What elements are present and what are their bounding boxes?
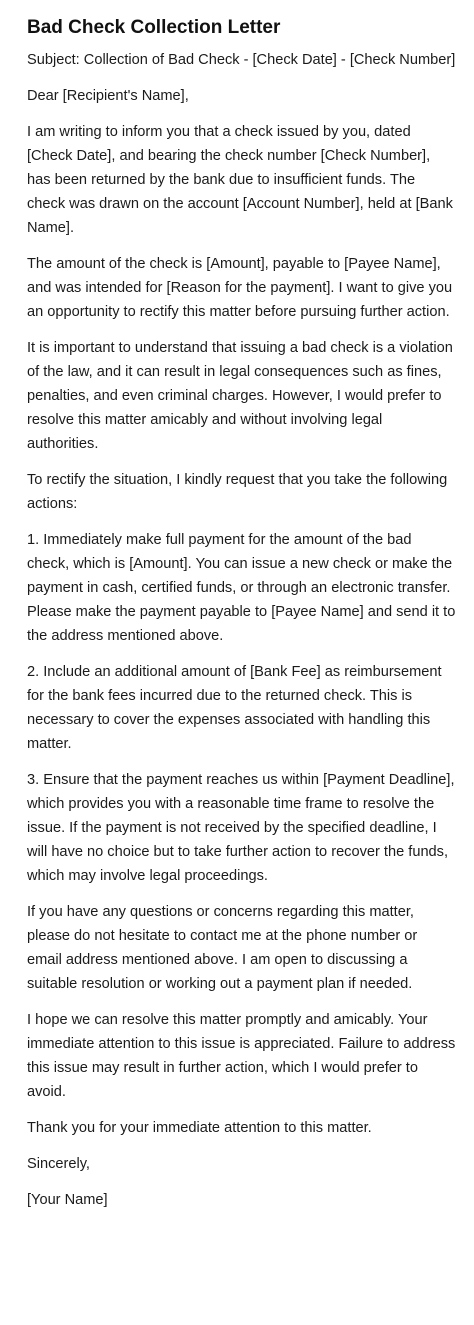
letter-paragraph-amount: The amount of the check is [Amount], payable to [Payee Name], and was intended for [Reason for the payment]. I want to give you an opportunity to rectify this matter before pursuing further action. <box>27 256 453 320</box>
letter-action-2: 2. Include an additional amount of [Bank Fee] as reimbursement for the bank fees incurred due to the returned check. This is necessary to cover the expenses associated with handling this matter. <box>27 664 442 752</box>
letter-subject: Subject: Collection of Bad Check - [Check Date] - [Check Number] <box>27 52 456 68</box>
letter-title: Bad Check Collection Letter <box>27 17 281 38</box>
letter-paragraph-contact: If you have any questions or concerns regarding this matter, please do not hesitate to contact me at the phone number or email address mentioned above. I am open to discussing a suitable resolution or working out a payment plan if needed. <box>27 904 418 992</box>
letter-action-1: 1. Immediately make full payment for the amount of the bad check, which is [Amount]. You can issue a new check or make the payment in cash, certified funds, or through an electronic transfer. Please make the payment payable to [Payee Name] and send it to the address mentioned above. <box>27 532 456 644</box>
letter-closing: Sincerely, <box>27 1156 90 1172</box>
letter-paragraph-request: To rectify the situation, I kindly request that you take the following actions: <box>27 472 448 512</box>
letter-paragraph-resolution: I hope we can resolve this matter promptly and amicably. Your immediate attention to this issue is appreciated. Failure to address this issue may result in further action, which I would prefer to avoid. <box>27 1012 456 1100</box>
letter-action-3: 3. Ensure that the payment reaches us within [Payment Deadline], which provides you with a reasonable time frame to resolve the issue. If the payment is not received by the specified deadline, I will have no choice but to take further action to recover the funds, which may involve legal proceedings. <box>27 772 455 884</box>
letter-salutation: Dear [Recipient's Name], <box>27 88 189 104</box>
letter-paragraph-legal: It is important to understand that issuing a bad check is a violation of the law, and it can result in legal consequences such as fines, penalties, and even criminal charges. However, I would prefer to resolve this matter amicably and without involving legal authorities. <box>27 340 453 452</box>
letter-signature: [Your Name] <box>27 1192 108 1208</box>
letter-paragraph-thanks: Thank you for your immediate attention to this matter. <box>27 1120 372 1136</box>
letter-paragraph-notice: I am writing to inform you that a check issued by you, dated [Check Date], and bearing the check number [Check Number], has been returned by the bank due to insufficient funds. The check was drawn on the account [Account Number], held at [Bank Name]. <box>27 124 453 236</box>
